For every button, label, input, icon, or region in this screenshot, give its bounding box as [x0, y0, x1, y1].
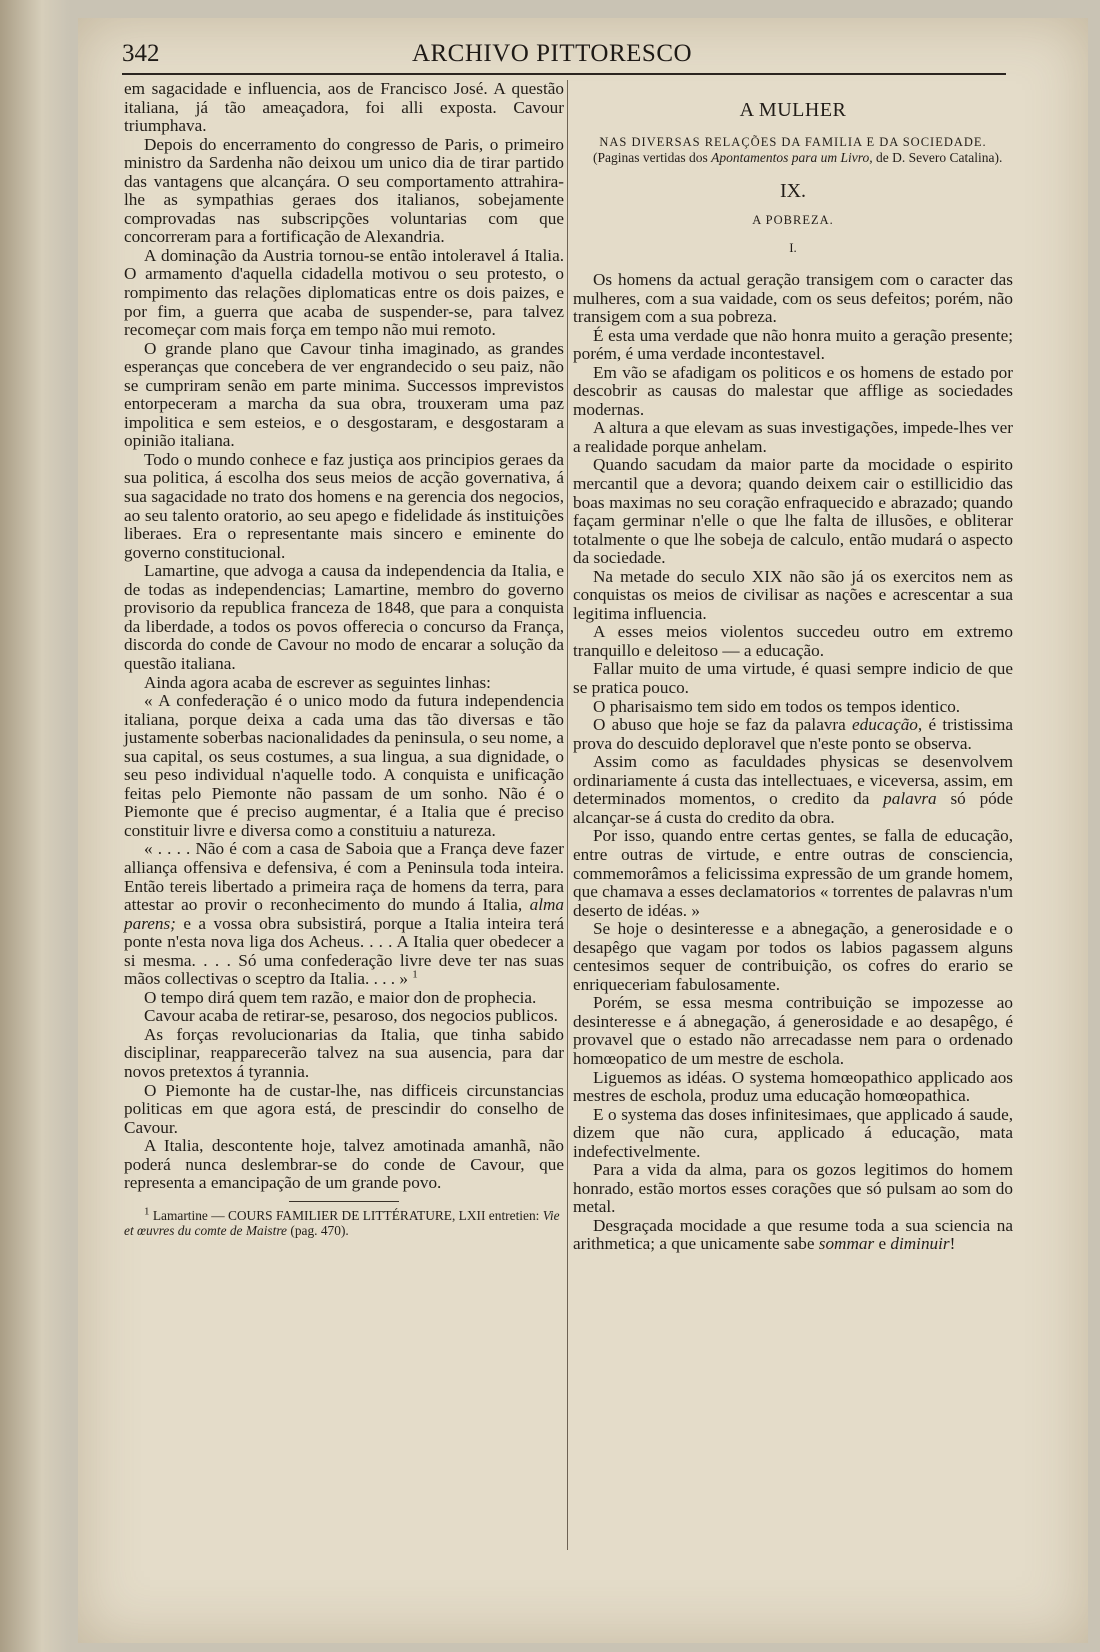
text-run: só póde alcançar-se á custa do credito da obra.	[573, 789, 1013, 827]
paragraph: Liguemos as idéas. O systema homœopathico applicado aos mestres de eschola, produz uma educação homœopathica.	[573, 1067, 1013, 1106]
footnote-rule	[289, 1201, 399, 1202]
header-rule	[122, 73, 1006, 75]
paragraph: A Italia, descontente hoje, talvez amotinada amanhã, não poderá nunca deslembrar-se do conde de Cavour, que representa a emancipação de um grande povo.	[124, 1136, 564, 1193]
text-run: Assim como as faculdades physicas se desenvolvem ordinariamente á custa das intellectuaes, e viceversa, assim, em determinados momentos, o credito da	[573, 752, 1013, 809]
paragraph: É esta uma verdade que não honra muito a geração presente; porém, é uma verdade incontestavel.	[573, 325, 1013, 364]
text-run: e	[874, 1234, 891, 1254]
paragraph: Os homens da actual geração transigem com o caracter das mulheres, com a sua vaidade, com os seus defeitos; porém, não transigem com a sua pobreza.	[573, 270, 1013, 327]
paragraph: Em vão se afadigam os politicos e os homens de estado por descobrir as causas do malestar que afflige as sociedades modernas.	[573, 362, 1013, 419]
page-number: 342	[122, 40, 160, 67]
subsection-number: I.	[789, 240, 797, 255]
text-run: O abuso que hoje se faz da palavra	[593, 715, 853, 735]
text-run: , é tristissima prova do descuido deploravel que n'este ponto se observa.	[573, 715, 1014, 753]
text-run: (pag. 470).	[287, 1222, 349, 1238]
footnote-mark: 1	[144, 1205, 150, 1218]
italic-text: Apontamentos para um Livro,	[711, 150, 873, 165]
text-run: (Paginas vertidas dos	[593, 150, 712, 165]
footnote-mark: 1	[412, 968, 418, 981]
article-source	[573, 150, 1013, 165]
chapter-number: IX.	[779, 180, 807, 202]
journal-title: ARCHIVO PITTORESCO	[411, 40, 693, 67]
paragraph	[573, 716, 1013, 753]
paragraph: A dominação da Austria tornou-se então intoleravel á Italia. O armamento d'aquella cidadella motivou o seu protesto, o rompimento das relações diplomaticas entre os dois paizes, e por fim, a guerra que acaba de suspender-se, para talvez recomeçar com mais força em tempo não mui remoto.	[124, 245, 564, 340]
text-run: !	[949, 1234, 956, 1254]
article-subtitle: NAS DIVERSAS RELAÇÕES DA FAMILIA E DA SOCIEDADE.	[599, 135, 987, 149]
right-column	[565, 80, 1013, 1254]
paragraph	[573, 753, 1013, 827]
paragraph: Todo o mundo conhece e faz justiça aos principios geraes da sua politica, á escolha dos seus meios de acção governativa, á sua sagacidade no trato dos homens e na gerencia dos negocios, ao seu talento oratorio, ao seu apego e fidelidade ás instituições liberaes. Era o representante mais sincero e eminente do governo constitucional.	[124, 449, 564, 562]
paragraph: Depois do encerramento do congresso de Paris, o primeiro ministro da Sardenha não deixou um unico dia de tirar partido das vantagens que alcançára. O seu comportamento attrahira-lhe as sympathias geraes dos italianos, sobejamente comprovadas nas subscripções voluntarias com que concorreram para a fortificação de Alexandria.	[124, 134, 564, 247]
paragraph	[573, 1217, 1013, 1254]
paragraph: Lamartine, que advoga a causa da independencia da Italia, e de todas as independencias; Lamartine, membro do governo provisorio da republica franceza de 1848, que para a conquista da liberdade, a todos os povos offerecia o concurso da França, discorda do conde de Cavour no modo de encarar a solução da questão italiana.	[124, 561, 564, 673]
paragraph: Quando sacudam da maior parte da mocidade o espirito mercantil que a devora; quando deixem cair o estillicidio das boas maximas no seu coração enfraquecido e abrazado; quando façam germinar n'elle o que lhe falta de illusões, e obliterar totalmente o que lhe sobeja de calculo, então mudará o aspecto da sociedade.	[573, 455, 1013, 568]
text-run: de D. Severo Catalina).	[872, 150, 1003, 165]
text-run: « . . . . Não é com a casa de Saboia que a França deve fazer alliança offensiva e defensiva, é com a Peninsula toda inteira. Então tereis libertado a primeira raça de homens da terra, para attestar ao provir o reconhecimento do mundo á Italia,	[124, 839, 564, 915]
left-column	[124, 80, 564, 1238]
paragraph: E o systema das doses infinitesimaes, que applicado á saude, dizem que não cura, applicado á educação, mata indefectivelmente.	[573, 1104, 1013, 1161]
italic-text: Vie et œuvres du comte de Maistre	[124, 1207, 560, 1238]
italic-text: sommar	[818, 1234, 875, 1254]
paragraph: Fallar muito de uma virtude, é quasi sempre indicio de que se pratica pouco.	[573, 659, 1013, 698]
italic-text: diminuir	[890, 1234, 950, 1254]
italic-text: alma parens;	[124, 895, 564, 933]
italic-text: palavra	[883, 789, 937, 809]
article-title: A MULHER	[739, 99, 847, 121]
paragraph: As forças revolucionarias da Italia, que tinha sabido disciplinar, reapparecerão talvez na sua ausencia, para dar novos pretextos á tyrannia.	[124, 1024, 564, 1081]
paragraph: Para a vida da alma, para os gozos legitimos do homem honrado, estão mortos esses corações que só pulsam ao som do metal.	[573, 1160, 1013, 1217]
book-binding-edge	[0, 0, 70, 1652]
paragraph: O tempo dirá quem tem razão, e maior don de prophecia.	[144, 987, 537, 1007]
paragraph: Na metade do seculo XIX não são já os exercitos nem as conquistas os meios de civilisar as nações e acrescentar a sua legitima influencia.	[573, 566, 1013, 623]
text-run: Lamartine — COURS FAMILIER DE LITTÉRATURE, LXII entretien:	[149, 1207, 543, 1223]
quotation: « A confederação é o unico modo da futura independencia italiana, porque deixa a cada uma das tão diversas e tão justamente soberbas nacionalidades da peninsula, o seu nome, a sua capital, os seus costumes, a sua lingua, a sua dignidade, o seu peso individual n'aquelle todo. A conquista e unificação feitas pelo Piemonte não passam de um sonho. Não é o Piemonte que é preciso augmentar, é a Italia que é preciso constituir livre e diversa como a constituiu a natureza.	[124, 691, 564, 840]
chapter-title: A POBREZA.	[752, 213, 834, 227]
paragraph: Porém, se essa mesma contribuição se impozesse ao desinteresse e á abnegação, á generosidade e ao desapêgo, é provavel que o estado não arrecadasse nem para o ordenado homœopatico de um mestre de eschola.	[573, 993, 1013, 1068]
paragraph: Se hoje o desinteresse e a abnegação, a generosidade e o desapêgo que vagam por todos os labios pagassem alguns centesimos sequer de contribuição, os cofres do erario se enriqueceriam fabulosamente.	[573, 919, 1013, 994]
paragraph: Ainda agora acaba de escrever as seguintes linhas:	[144, 672, 491, 692]
paragraph: O Piemonte ha de custar-lhe, nas difficeis circunstancias politicas em que agora está, de prescindir do conselho de Cavour.	[124, 1080, 564, 1137]
text-run: e a vossa obra subsistirá, porque a Italia inteira terá ponte n'esta nova liga dos Acheus. . . . A Italia quer obedecer a si mesma. . . . Só uma confederação livre deve ter nas suas mãos collectivas o sceptro da Italia. . . . »	[124, 913, 564, 989]
footnote	[124, 1205, 564, 1238]
paragraph: Cavour acaba de retirar-se, pesaroso, dos negocios publicos.	[144, 1006, 558, 1026]
paragraph: A altura a que elevam as suas investigações, impede-lhes ver a realidade porque anhelam.	[573, 418, 1013, 456]
page-header	[122, 40, 982, 74]
paragraph: Por isso, quando entre certas gentes, se falla de educação, entre outras de virtude, e entre outras de consciencia, commemorâmos a felicissima expressão de um grande homem, que chamava a esses declamatorios « torrentes de palavras n'um deserto de idéas. »	[573, 826, 1013, 920]
text-run: Desgraçada mocidade a que resume toda a sua sciencia na arithmetica; a que unicamente sabe	[573, 1215, 1013, 1254]
paragraph: A esses meios violentos succedeu outro em extremo tranquillo e deleitoso — a educação.	[573, 622, 1013, 660]
paragraph: O pharisaismo tem sido em todos os tempos identico.	[593, 696, 961, 716]
paragraph: em sagacidade e influencia, aos de Francisco José. A questão italiana, já tão ameaçadora, foi alli exposta. Cavour triumphava.	[124, 79, 564, 136]
quotation	[124, 840, 564, 988]
paragraph: O grande plano que Cavour tinha imaginado, as grandes esperanças que concebera de ver engrandecido o seu paiz, não se cumpriram senão em parte minima. Successos imprevistos entorpeceram a marcha da sua obra, trouxeram uma paz impolitica e sem esteios, e o desgostaram, e desgostaram a opinião italiana.	[124, 338, 564, 451]
italic-text: educação	[852, 715, 918, 735]
